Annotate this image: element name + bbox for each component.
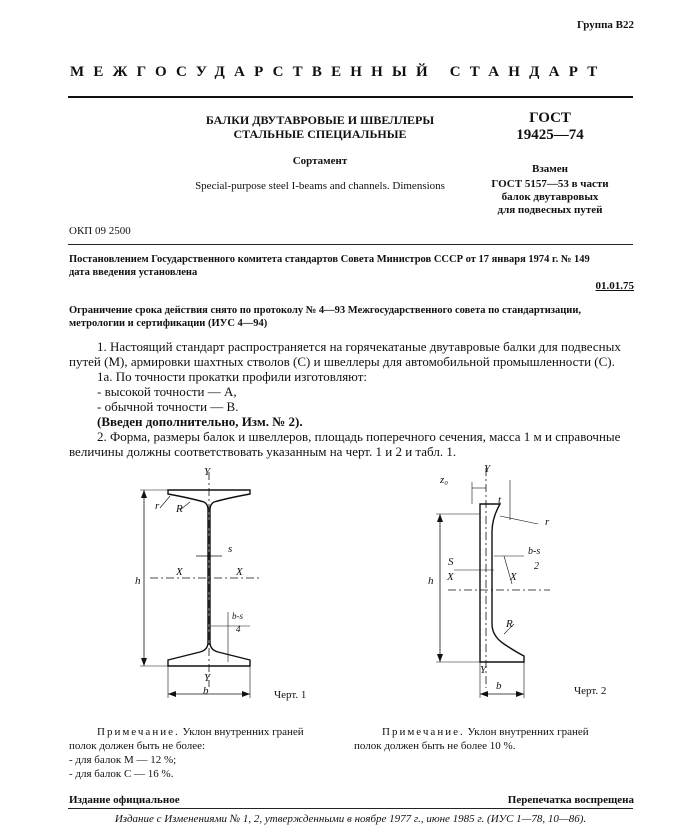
fig1-label-b-minus-s: b-s — [232, 611, 243, 621]
replaces-line-2: балок двутавровых — [501, 191, 599, 203]
amendment-note: (Введен дополнительно, Изм. № 2). — [97, 414, 303, 429]
restriction-line-1: Ограничение срока действия снято по протоколу № 4—93 Межгосударственного совета по стандартизации, — [69, 305, 582, 316]
paragraph-2-line-2: величины должны соответствовать указанным на черт. 1 и 2 и табл. 1. — [69, 444, 457, 459]
footer-rule — [68, 808, 633, 809]
standard-banner: МЕЖГОСУДАРСТВЕННЫЙ СТАНДАРТ — [70, 64, 607, 80]
fig1-note-item-c: - для балок С — 16 %. — [69, 768, 174, 780]
fig1-label-four: 4 — [236, 624, 241, 634]
figure-1-caption: Черт. 1 — [274, 689, 307, 701]
figure-1-note — [97, 726, 304, 739]
fig1-label-y-top: Y — [204, 466, 211, 478]
fig1-label-r: r — [155, 500, 160, 512]
fig1-label-big-r: R — [176, 503, 183, 515]
okp-code: ОКП 09 2500 — [69, 225, 131, 237]
fig1-note-label: Примечание. — [97, 726, 180, 738]
english-title: Special-purpose steel I-beams and channels. Dimensions — [195, 180, 445, 192]
fig1-label-x-right: X — [236, 566, 243, 578]
fig2-label-t: t — [498, 494, 502, 506]
paragraph-1-line-2: путей (М), армировки шахтных стволов (С) и швеллеры для автомобильной промышленности (С). — [69, 354, 615, 369]
fig2-label-b-minus-s: b-s — [528, 546, 541, 557]
decree-line-2: дата введения установлена — [69, 267, 198, 278]
restriction-line-2: метрологии и сертификации (ИУС 4—94) — [69, 318, 268, 329]
replaces-label: Взамен — [532, 163, 568, 175]
figure-2-note — [382, 726, 589, 739]
edition-note: Издание с Изменениями № 1, 2, утвержденными в ноябре 1977 г., июне 1985 г. (ИУС 1—78, 10—86). — [114, 813, 587, 825]
fig2-label-h: h — [428, 575, 434, 587]
fig1-label-b: b — [203, 685, 209, 697]
fig2-note-text: Уклон внутренних граней — [467, 726, 589, 738]
title-line-1: БАЛКИ ДВУТАВРОВЫЕ И ШВЕЛЛЕРЫ — [205, 113, 435, 127]
fig2-label-b: b — [496, 680, 502, 692]
gost-number: 19425—74 — [516, 127, 584, 143]
accuracy-item-b: - обычной точности — В. — [97, 399, 239, 414]
figure-1-i-beam-drawing — [110, 462, 350, 712]
fig2-label-big-r: R — [506, 618, 513, 630]
figure-2-caption: Черт. 2 — [574, 685, 607, 697]
fig1-note-item-m: - для балок М — 12 %; — [69, 754, 177, 766]
paragraph-1-line-1: 1. Настоящий стандарт распространяется на горячекатаные двутавровые балки для подвесных — [97, 339, 621, 354]
fig1-label-s: s — [228, 543, 233, 555]
fig2-label-x-left: X — [447, 571, 454, 583]
gost-label: ГОСТ — [529, 110, 571, 126]
reprint-prohibited: Перепечатка воспрещена — [507, 794, 634, 806]
fig2-label-x-right: X — [510, 571, 517, 583]
fig2-label-z0: z₀ — [440, 474, 449, 486]
paragraph-1a: 1а. По точности прокатки профили изготовляют: — [97, 369, 368, 384]
fig2-label-y-bottom: Y — [480, 664, 487, 676]
fig1-note-text: Уклон внутренних граней — [182, 726, 304, 738]
subtitle: Сортамент — [292, 155, 348, 167]
fig2-label-s: S — [448, 556, 454, 568]
paragraph-2-line-1: 2. Форма, размеры балок и швеллеров, площадь поперечного сечения, масса 1 м и справочные — [97, 429, 621, 444]
accuracy-item-a: - высокой точности — А, — [97, 384, 237, 399]
fig1-label-y-bottom: Y — [204, 672, 211, 684]
fig1-label-h: h — [135, 575, 141, 587]
replaces-line-1: ГОСТ 5157—53 в части — [491, 178, 609, 190]
official-edition: Издание официальное — [69, 794, 180, 806]
decree-line-1: Постановлением Государственного комитета стандартов Совета Министров СССР от 17 января 1974 г. № 149 — [69, 254, 590, 265]
effective-date: 01.01.75 — [595, 280, 634, 292]
fig1-label-x-left: X — [176, 566, 183, 578]
okp-rule — [68, 244, 633, 245]
group-code: Группа В22 — [576, 19, 634, 31]
replaces-line-3: для подвесных путей — [497, 204, 603, 216]
fig2-note-line-2: полок должен быть не более 10 %. — [354, 740, 516, 752]
fig2-label-r: r — [545, 516, 550, 528]
fig2-note-label: Примечание. — [382, 726, 465, 738]
fig2-label-two: 2 — [534, 561, 539, 572]
title-line-2: СТАЛЬНЫЕ СПЕЦИАЛЬНЫЕ — [233, 127, 407, 141]
figure-2-channel-drawing — [420, 460, 610, 710]
fig1-note-line-2: полок должен быть не более: — [69, 740, 206, 752]
banner-rule — [68, 96, 633, 98]
fig2-label-y-top: Y — [484, 463, 491, 475]
